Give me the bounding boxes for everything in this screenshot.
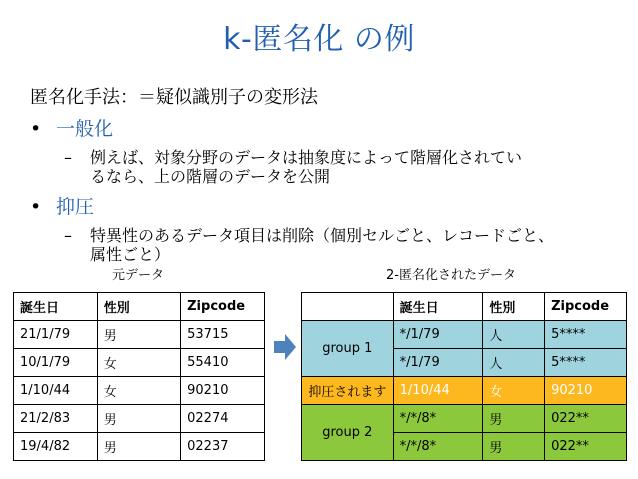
anonymized-table: [301, 292, 627, 461]
table-row: [302, 321, 627, 349]
table-cell: 男: [97, 433, 180, 461]
bullet-mark: •: [30, 118, 42, 140]
sub-line: るなら、上の階層のデータを公開: [90, 167, 331, 186]
table-row: [14, 433, 265, 461]
table-cell: 53715: [181, 321, 265, 349]
table-cell: 女: [483, 377, 545, 405]
table-cell: 90210: [181, 377, 265, 405]
table-cell: 男: [483, 433, 545, 461]
table-header-row: [14, 293, 265, 321]
bullet-label: 一般化: [56, 118, 114, 140]
sub-line: 属性ごと）: [90, 245, 171, 264]
table-cell: 人: [483, 349, 545, 377]
slide-body: [30, 86, 610, 264]
sub-item-generalization: [64, 148, 610, 186]
table-cell: */1/79: [393, 321, 483, 349]
table-cell: 5****: [545, 349, 627, 377]
group-label: group 1: [302, 321, 394, 377]
table-cell: 55410: [181, 349, 265, 377]
table-cell: 02274: [181, 405, 265, 433]
header-cell: Zipcode: [181, 293, 265, 321]
group-label: 抑圧されます: [302, 377, 394, 405]
bullet-generalization: [30, 116, 610, 142]
table-cell: */*/8*: [393, 433, 483, 461]
table-cell: 男: [483, 405, 545, 433]
table-row: [14, 349, 265, 377]
bullet-suppression: [30, 194, 610, 220]
table-cell: 022**: [545, 405, 627, 433]
lead-text: 匿名化手法：＝疑似識別子の変形法: [30, 87, 318, 108]
table-cell: 男: [97, 405, 180, 433]
table-cell: 男: [97, 321, 180, 349]
table-cell: 022**: [545, 433, 627, 461]
header-cell: 誕生日: [393, 293, 483, 321]
table-row: [14, 377, 265, 405]
dash-mark: –: [64, 226, 72, 245]
right-caption: 2-匿名化されたデータ: [386, 268, 516, 283]
right-arrow-icon: [274, 334, 296, 360]
header-cell: 性別: [97, 293, 180, 321]
table-row: [302, 405, 627, 433]
slide-title: k-匿名化 の例: [223, 22, 415, 57]
table-cell: 人: [483, 321, 545, 349]
table-cell: 5****: [545, 321, 627, 349]
header-cell: 性別: [483, 293, 545, 321]
table-cell: 21/1/79: [14, 321, 98, 349]
table-cell: 10/1/79: [14, 349, 98, 377]
table-cell: 21/2/83: [14, 405, 98, 433]
table-cell: 90210: [545, 377, 627, 405]
table-cell: 02237: [181, 433, 265, 461]
table-row: [14, 405, 265, 433]
sub-line: 例えば、対象分野のデータは抽象度によって階層化されてい: [90, 148, 523, 167]
table-cell: 19/4/82: [14, 433, 98, 461]
original-table: [13, 292, 265, 461]
header-cell: 誕生日: [14, 293, 98, 321]
table-cell: 女: [97, 349, 180, 377]
table-header-row: [302, 293, 627, 321]
table-cell: */*/8*: [393, 405, 483, 433]
table-cell: 1/10/44: [393, 377, 483, 405]
header-cell: Zipcode: [545, 293, 627, 321]
dash-mark: –: [64, 148, 72, 167]
left-caption: 元データ: [112, 268, 165, 283]
table-cell: 1/10/44: [14, 377, 98, 405]
group-label: group 2: [302, 405, 394, 461]
bullet-mark: •: [30, 196, 42, 218]
sub-item-suppression: [64, 226, 610, 264]
table-row: [302, 377, 627, 405]
header-cell-empty: [302, 293, 394, 321]
table-cell: */1/79: [393, 349, 483, 377]
table-row: [14, 321, 265, 349]
bullet-label: 抑圧: [56, 196, 95, 218]
sub-line: 特異性のあるデータ項目は削除（個別セルごと、レコードごと、: [90, 226, 555, 245]
table-cell: 女: [97, 377, 180, 405]
